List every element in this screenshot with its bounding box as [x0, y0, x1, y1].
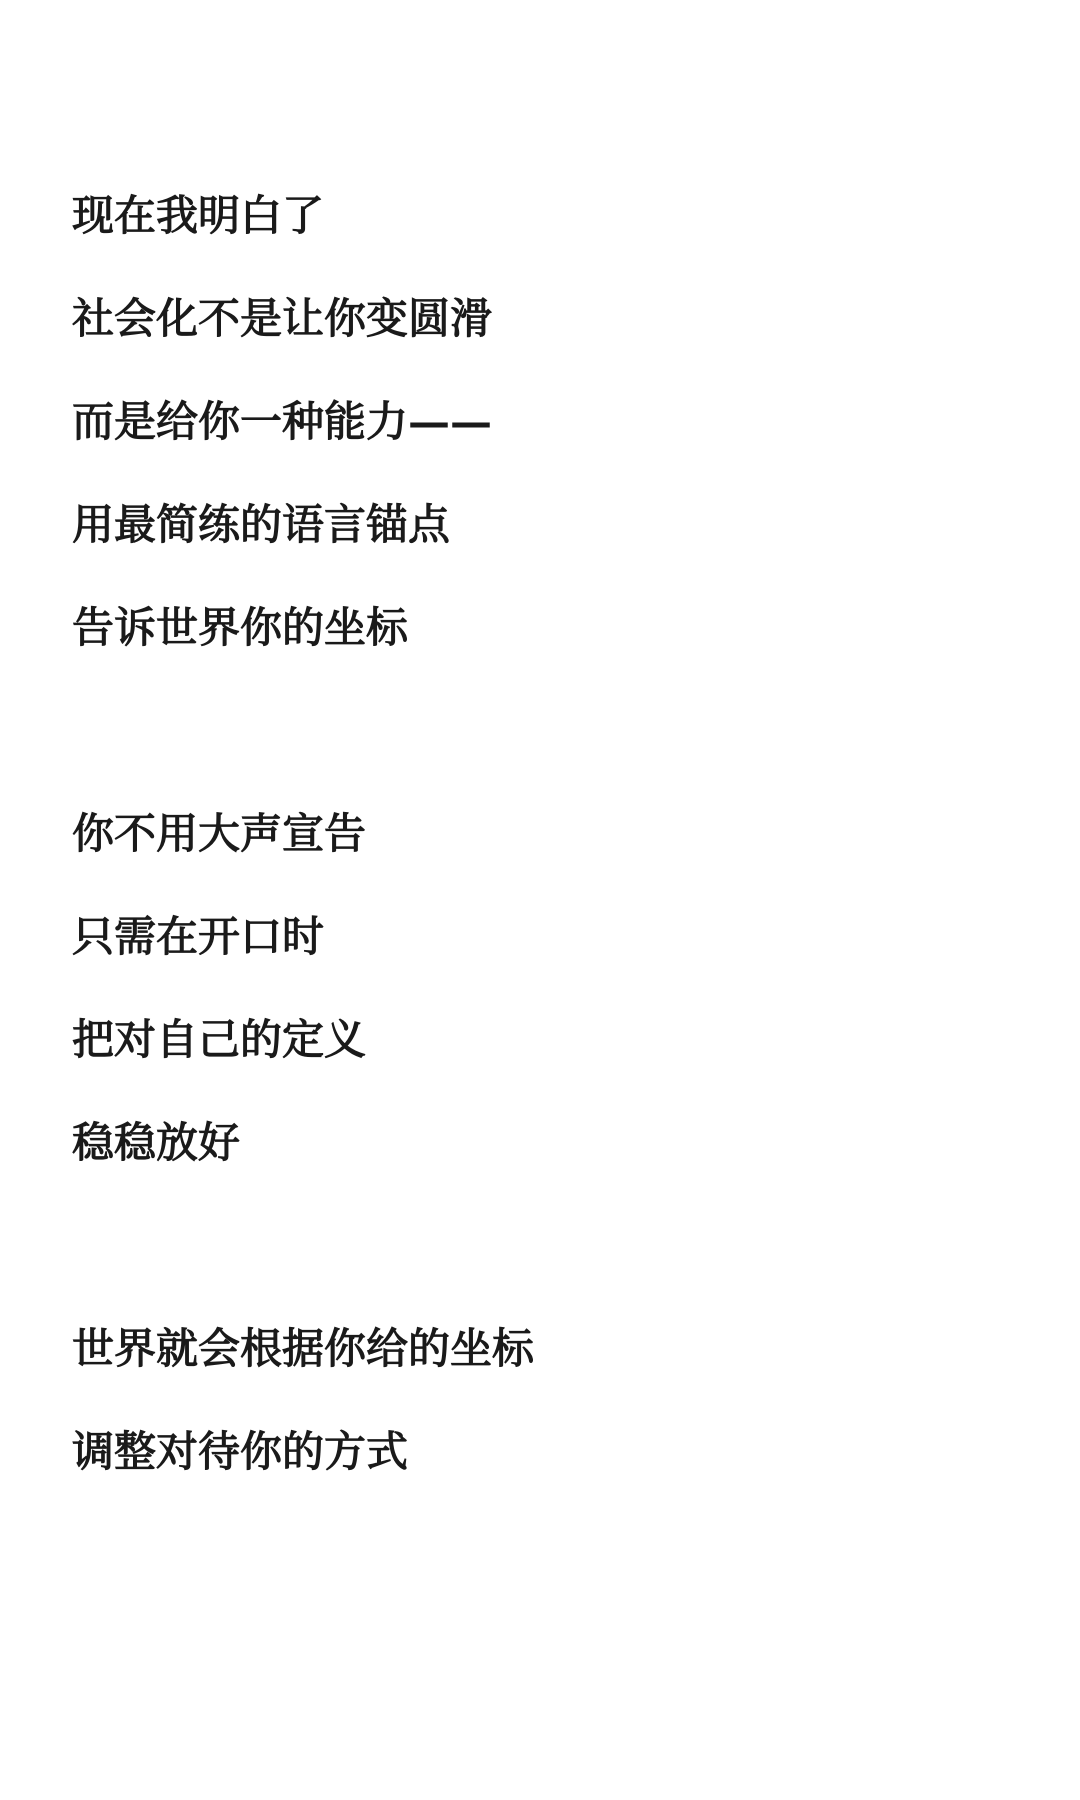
poem-line: 告诉世界你的坐标 [72, 603, 409, 652]
poem-text [72, 164, 534, 1503]
poem-line: 稳稳放好 [72, 1118, 241, 1167]
poem-line: 调整对待你的方式 [72, 1427, 409, 1476]
poem-line: 把对自己的定义 [72, 1015, 367, 1064]
stanza [72, 164, 534, 679]
poem-line: 你不用大声宣告 [72, 809, 367, 858]
poem-line: 现在我明白了 [72, 191, 325, 240]
poem-line: 而是给你一种能力—— [72, 397, 493, 446]
stanza [72, 1297, 534, 1503]
poem-line: 世界就会根据你给的坐标 [72, 1324, 535, 1373]
poem-line: 用最简练的语言锚点 [72, 500, 451, 549]
poem-line: 只需在开口时 [72, 912, 325, 961]
stanza [72, 782, 534, 1194]
poem-line: 社会化不是让你变圆滑 [72, 294, 493, 343]
